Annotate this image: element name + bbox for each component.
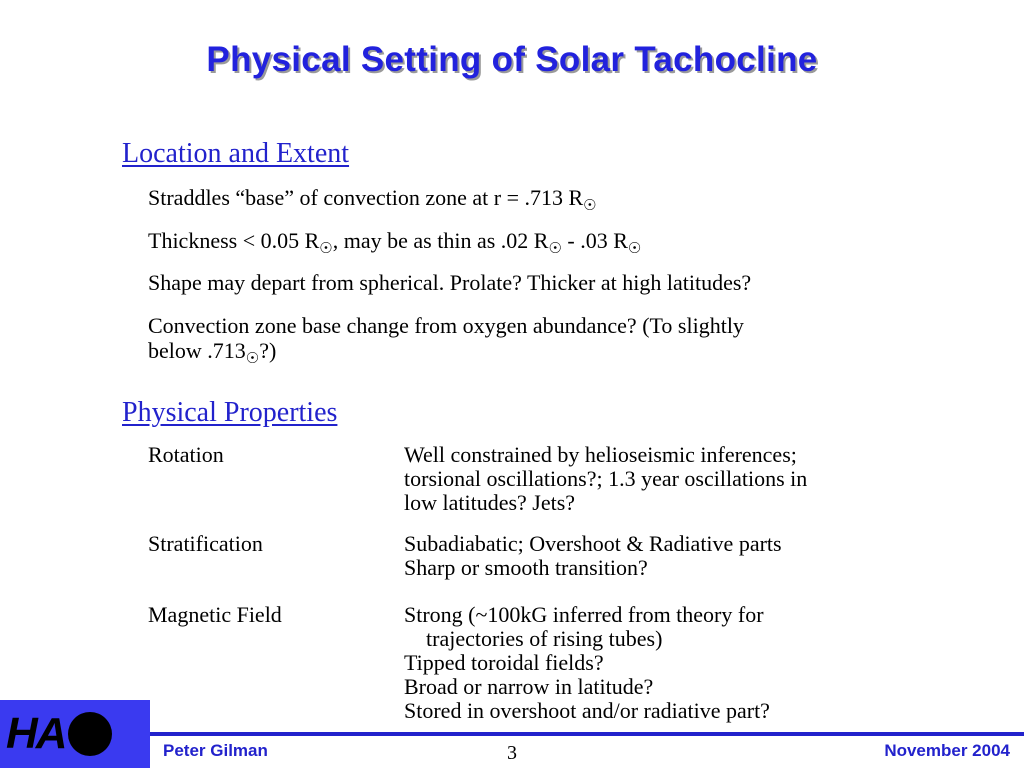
property-desc-line: Subadiabatic; Overshoot & Radiative parts: [404, 531, 782, 556]
property-desc-line: Sharp or smooth transition?: [404, 555, 648, 580]
property-desc-line: Strong (~100kG inferred from theory for: [404, 602, 764, 627]
location-line-1: [148, 185, 948, 219]
section-heading-properties: Physical Properties: [122, 397, 338, 428]
slide-title: Physical Setting of Solar Tachocline: [206, 40, 818, 79]
section-heading-location: Location and Extent: [122, 138, 350, 169]
sun-symbol: ☉: [627, 241, 642, 257]
property-desc-line: trajectories of rising tubes): [426, 626, 663, 651]
sun-symbol: ☉: [319, 241, 333, 257]
location-line-2: [148, 228, 948, 262]
property-label-stratification: Stratification: [148, 531, 263, 556]
property-desc-line: Tipped toroidal fields?: [404, 650, 604, 675]
property-desc-line: low latitudes? Jets?: [404, 490, 576, 515]
location-line-1-text: Straddles “base” of convection zone at r = .713 R: [148, 185, 584, 210]
location-line-3: Shape may depart from spherical. Prolate? Thicker at high latitudes?: [148, 270, 752, 295]
property-desc-line: torsional oscillations?; 1.3 year oscillations in: [404, 466, 808, 491]
sun-symbol: ☉: [245, 351, 260, 367]
sun-symbol: ☉: [548, 241, 562, 257]
footer-author: Peter Gilman: [163, 741, 268, 760]
property-desc-rotation: [404, 443, 944, 515]
footer-divider: [150, 732, 1024, 736]
property-desc-line: Broad or narrow in latitude?: [404, 674, 654, 699]
property-desc-line: Well constrained by helioseismic inferences;: [404, 442, 797, 467]
location-line-4-first: Convection zone base change from oxygen abundance? (To slightly: [148, 313, 744, 338]
footer-date: November 2004: [884, 741, 1010, 760]
property-desc-line: Stored in overshoot and/or radiative part?: [404, 698, 770, 723]
location-line-2-a: Thickness < 0.05 R: [148, 228, 320, 253]
property-label-rotation: Rotation: [148, 442, 224, 467]
property-label-magnetic-field: Magnetic Field: [148, 602, 282, 627]
logo-letters: HA: [6, 709, 66, 758]
location-line-2-c: - .03 R: [561, 228, 628, 253]
property-desc-magnetic-field: [404, 603, 944, 723]
location-line-4-second: below $.713_☉$?): [148, 338, 277, 367]
property-desc-stratification: [404, 532, 944, 580]
location-line-2-b: , may be as thin as .02 R: [332, 228, 549, 253]
sun-symbol: ☉: [583, 198, 597, 214]
location-line-4: [148, 313, 948, 372]
page-number: 3: [507, 742, 517, 764]
